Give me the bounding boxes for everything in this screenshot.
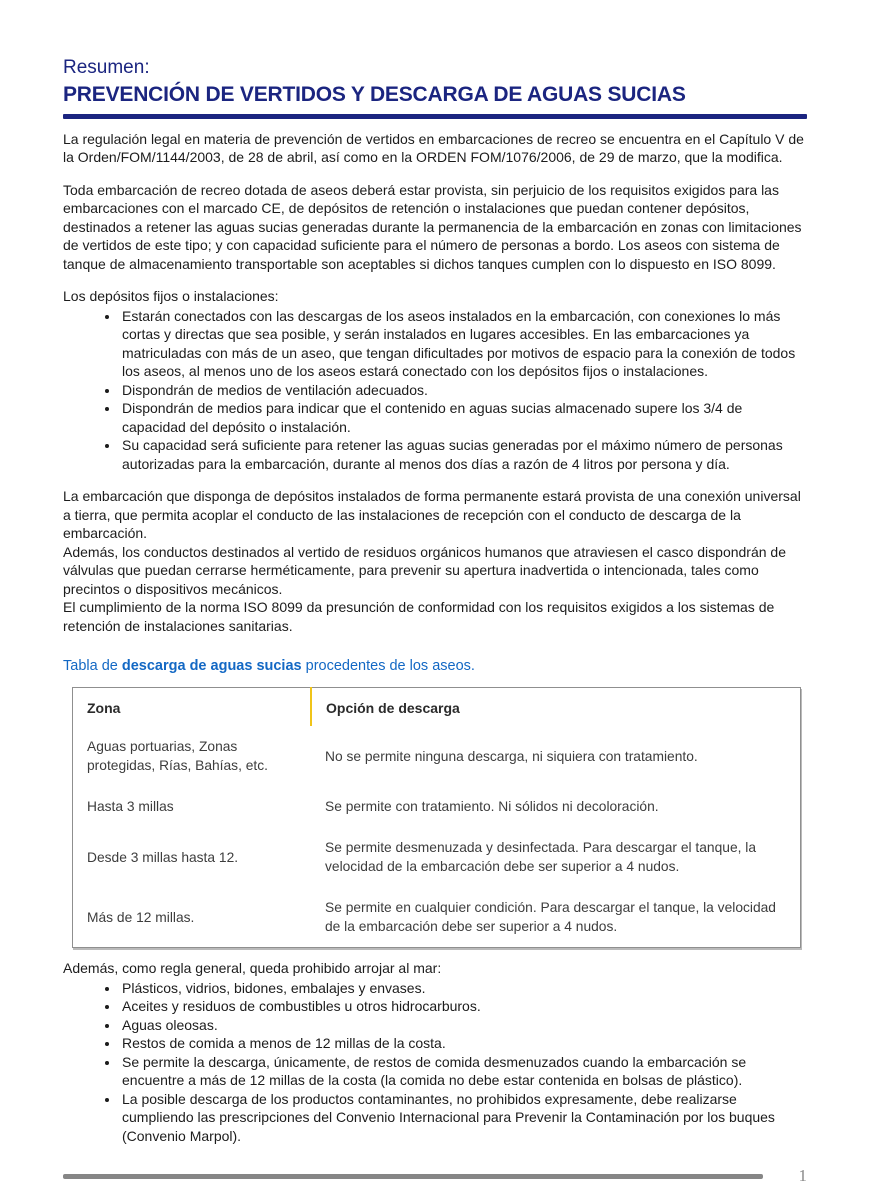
- table-caption: [63, 658, 807, 674]
- paragraph-connection-block: [63, 487, 807, 635]
- deposits-section: [63, 287, 807, 473]
- paragraph-valves: Además, los conductos destinados al vertido de residuos orgánicos humanos que atraviesen el casco dispondrán de válvulas que puedan cerrarse herméticamente, para prevenir su apertura inadvertida o intencionada, tales como precintos o dispositivos mecánicos.: [63, 543, 786, 597]
- paragraph-requirements: Toda embarcación de recreo dotada de aseos deberá estar provista, sin perjuicio de los requisitos exigidos para las embarcaciones con el marcado CE, de depósitos de retención o instalaciones que puedan contener depósitos, destinados a retener las aguas sucias generadas durante la permanencia de la embarcación en zonas con limitaciones de vertidos de este tipo; y con capacidad suficiente para el número de personas a bordo. Los aseos con sistema de tanque de almacenamiento transportable son aceptables si dichos tanques cumplen con lo dispuesto en ISO 8099.: [63, 181, 802, 272]
- table-header-row: [73, 688, 801, 727]
- list-item: • Restos de comida a menos de 12 millas de la costa.: [120, 1034, 807, 1053]
- cell-zona: Más de 12 millas.: [87, 909, 195, 925]
- column-header-opcion: Opción de descarga: [311, 688, 801, 727]
- list-item: • La posible descarga de los productos contaminantes, no prohibidos expresamente, debe realizarse cumpliendo las prescripciones del Convenio Internacional para Prevenir la Contaminación por los buques (Convenio Marpol).: [120, 1090, 807, 1146]
- footer-rule: [63, 1174, 763, 1179]
- cell-opcion: Se permite en cualquier condición. Para descargar el tanque, la velocidad de la embarcación debe ser superior a 4 nudos.: [325, 900, 776, 935]
- title-rule: [63, 114, 807, 119]
- paragraph-regulation: La regulación legal en materia de prevención de vertidos en embarcaciones de recreo se encuentra en el Capítulo V de la Orden/FOM/1144/2003, de 28 de abril, así como en la ORDEN FOM/1076/2006, de 29 de marzo, que la modifica.: [63, 130, 804, 166]
- cell-opcion: Se permite desmenuzada y desinfectada. Para descargar el tanque, la velocidad de la embarcación debe ser superior a 4 nudos.: [325, 840, 757, 875]
- prohibited-list-intro: Además, como regla general, queda prohibido arrojar al mar:: [63, 960, 442, 977]
- list-item: • Dispondrán de medios para indicar que el contenido en aguas sucias almacenado supere los 3/4 de capacidad del depósito o instalación.: [120, 399, 807, 436]
- list-item: • Se permite la descarga, únicamente, de restos de comida desmenuzados cuando la embarcación se encuentre a más de 12 millas de la costa (la comida no debe estar contenida en bolsas de plástico).: [120, 1053, 807, 1090]
- discharge-table-wrap: [72, 687, 801, 948]
- cell-opcion: No se permite ninguna descarga, ni siquiera con tratamiento.: [325, 748, 698, 764]
- page-number: 1: [798, 1166, 807, 1186]
- list-item: • Aceites y residuos de combustibles u otros hidrocarburos.: [120, 997, 807, 1016]
- cell-zona: Aguas portuarias, Zonas protegidas, Rías, Bahías, etc.: [87, 739, 268, 774]
- column-header-zona: Zona: [87, 700, 121, 717]
- list-item: • Aguas oleosas.: [120, 1016, 807, 1035]
- cell-zona: Hasta 3 millas: [87, 799, 174, 815]
- table-row: [73, 827, 801, 887]
- prohibited-section: [63, 959, 807, 1145]
- document-title: PREVENCIÓN DE VERTIDOS Y DESCARGA DE AGUAS SUCIAS: [63, 82, 686, 106]
- deposits-list: [63, 307, 807, 474]
- paragraph-universal-connection: La embarcación que disponga de depósitos instalados de forma permanente estará provista de una conexión universal a tierra, que permita acoplar el conducto de las instalaciones de recepción con el conducto de descarga de la embarcación.: [63, 488, 801, 542]
- document-kicker: Resumen:: [63, 57, 150, 78]
- cell-opcion: Se permite con tratamiento. Ni sólidos ni decoloración.: [325, 799, 659, 815]
- table-row: [73, 786, 801, 827]
- list-item: • Dispondrán de medios de ventilación adecuados.: [120, 381, 807, 400]
- table-row: [73, 726, 801, 786]
- prohibited-list: [63, 979, 807, 1146]
- table-caption-suffix: procedentes de los aseos.: [301, 658, 475, 675]
- deposits-list-intro: Los depósitos fijos o instalaciones:: [63, 288, 279, 305]
- table-caption-prefix: Tabla de: [63, 658, 122, 675]
- list-item: • Plásticos, vidrios, bidones, embalajes y envases.: [120, 979, 807, 998]
- paragraph-iso-compliance: El cumplimiento de la norma ISO 8099 da presunción de conformidad con los requisitos exigidos a los sistemas de retención de instalaciones sanitarias.: [63, 599, 775, 634]
- discharge-table: [72, 687, 801, 948]
- table-caption-bold: descarga de aguas sucias: [121, 658, 302, 675]
- table-row: [73, 887, 801, 948]
- list-item: • Su capacidad será suficiente para retener las aguas sucias generadas por el máximo número de personas autorizadas para la embarcación, durante al menos dos días a razón de 4 litros por persona y día.: [120, 436, 807, 473]
- list-item: • Estarán conectados con las descargas de los aseos instalados en la embarcación, con conexiones lo más cortas y directas que sea posible, y serán instalados en lugares accesibles. En las embarcaciones ya matriculadas con más de un aseo, que tengan dificultades por motivos de espacio para la conexión de todos los aseos, al menos uno de los aseos estará conectado con los depósitos fijos o instalaciones.: [120, 307, 807, 381]
- cell-zona: Desde 3 millas hasta 12.: [87, 849, 239, 865]
- page-footer: [63, 1166, 807, 1186]
